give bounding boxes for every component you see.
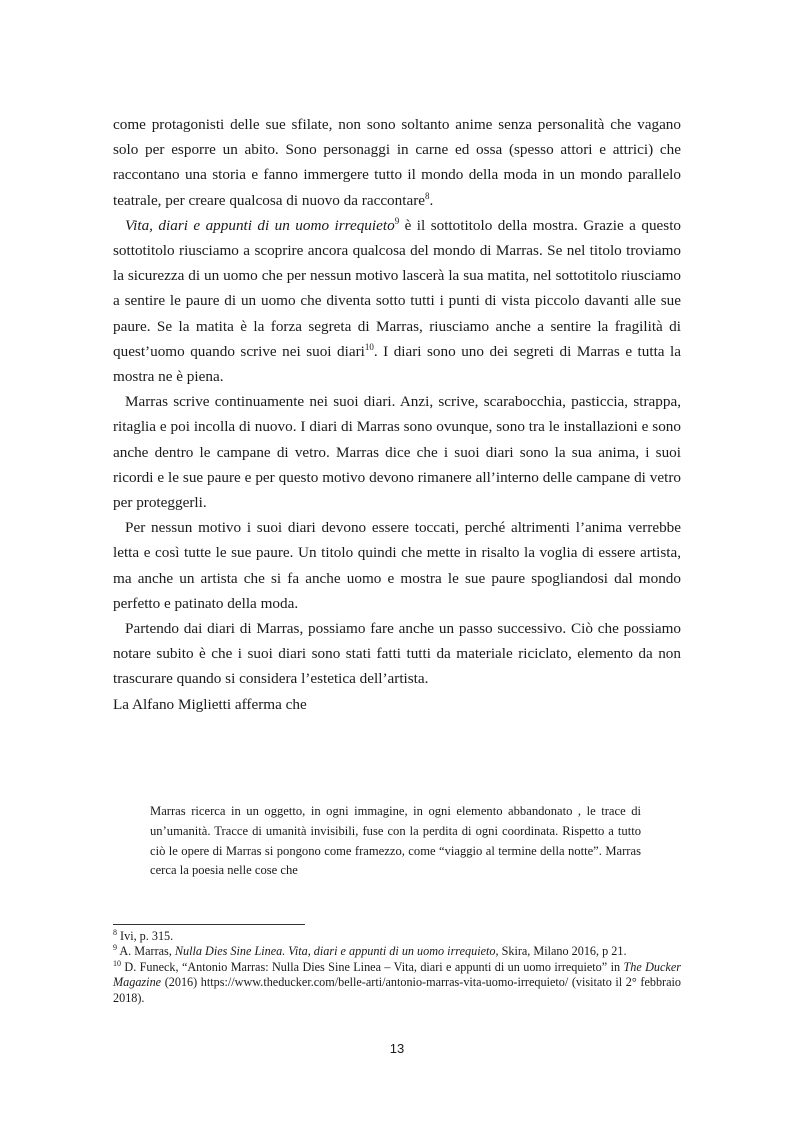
footnotes	[113, 929, 681, 1006]
footnote-10-url[interactable]: (2016) https://www.theducker.com/belle-arti/antonio-marras-vita-uomo-irrequieto/ (visitato il 2° febbraio 2018).	[113, 975, 681, 1005]
footnote-ref-8[interactable]: 8	[425, 190, 430, 201]
subtitle-italic: Vita, diari e appunti di un uomo irrequieto	[125, 216, 395, 234]
block-quote: Marras ricerca in un oggetto, in ogni immagine, in ogni elemento abbandonato , le trace di un’umanità. Tracce di umanità invisibili, fuse con la perdita di ogni coordinata. Rispetto a tutto ciò le opere di Marras si pongono come framezzo, come “viaggio al termine della notte”. Marras cerca la poesia nelle cose che	[150, 804, 641, 878]
main-text	[113, 112, 681, 717]
footnote-ref-10[interactable]: 10	[364, 341, 374, 352]
page-number: 13	[389, 1041, 405, 1056]
paragraph-5: Partendo dai diari di Marras, possiamo fare anche un passo successivo. Ciò che possiamo notare subito è che i suoi diari sono stati fatti tutti da materiale riciclato, elemento da non trascurare quando si considera l’estetica dell’artista.	[113, 620, 681, 688]
paragraph-2: Vita, diari e appunti di un uomo irrequieto$^9$ è il sottotitolo della mostra. Grazie a questo sottotitolo riusciamo a scoprire ancora qualcosa del mondo di Marras. Se nel titolo troviamo la sicurezza di un uomo che per nessun motivo lascerà la sua matita, nel sottotitolo riusciamo a sentire le paure di un uomo che diventa sotto tutti i punti di vista piccolo davanti alle sue paure. Se la matita è la forza segreta di Marras, riusciamo anche a sentire la fragilità di quest’uomo quando scrive nei suoi diari$^{10}$. I diari sono uno dei segreti di Marras e tutta la mostra ne è piena.	[113, 215, 682, 386]
paragraph-4: Per nessun motivo i suoi diari devono essere toccati, perché altrimenti l’anima verrebbe letta e così tutte le sue paure. Un titolo quindi che mette in risalto la voglia di essere artista, ma anche un artista che si fa anche uomo e mostra le sue paure spogliandosi dal mondo perfetto e patinato della moda.	[113, 519, 681, 612]
footnote-9: $^9$ A. Marras, Nulla Dies Sine Linea. Vita, diari e appunti di un uomo irrequieto, Skira, Milano 2016, p 21.	[113, 943, 627, 959]
paragraph-3: Marras scrive continuamente nei suoi diari. Anzi, scrive, scarabocchia, pasticcia, strappa, ritaglia e poi incolla di nuovo. I diari di Marras sono ovunque, sono tra le installazioni e sono anche dentro le campane di vetro. Marras dice che i suoi diari sono la sua anima, i suoi ricordi e le sue paure e per questo motivo devono rimanere all’interno delle campane di vetro per proteggerli.	[113, 393, 681, 512]
footnote-ref-9[interactable]: 9	[394, 215, 400, 226]
paragraph-1: come protagonisti delle sue sfilate, non sono soltanto anime senza personalità che vagano solo per esporre un abito. Sono personaggi in carne ed ossa (spesso attori e attrici) che raccontano una storia e fanno immergere tutto il mondo della moda in un mondo parallelo teatrale, per creare qualcosa di nuovo da raccontare$^8$.	[113, 116, 681, 209]
footnote-10: $^{10}$ D. Funeck, “Antonio Marras: Nulla Dies Sine Linea – Vita, diari e appunti di un uomo irrequieto” in The Ducker Magazine (2016) https://www.theducker.com/belle-arti/antonio-marras-vita-uomo-irrequieto/ (visitato il 2° febbraio 2018).	[113, 958, 681, 1005]
footnote-separator	[113, 924, 305, 925]
paragraph-6: La Alfano Miglietti afferma che	[113, 695, 307, 713]
footnote-8: $^8$ Ivi, p. 315.	[113, 928, 174, 943]
